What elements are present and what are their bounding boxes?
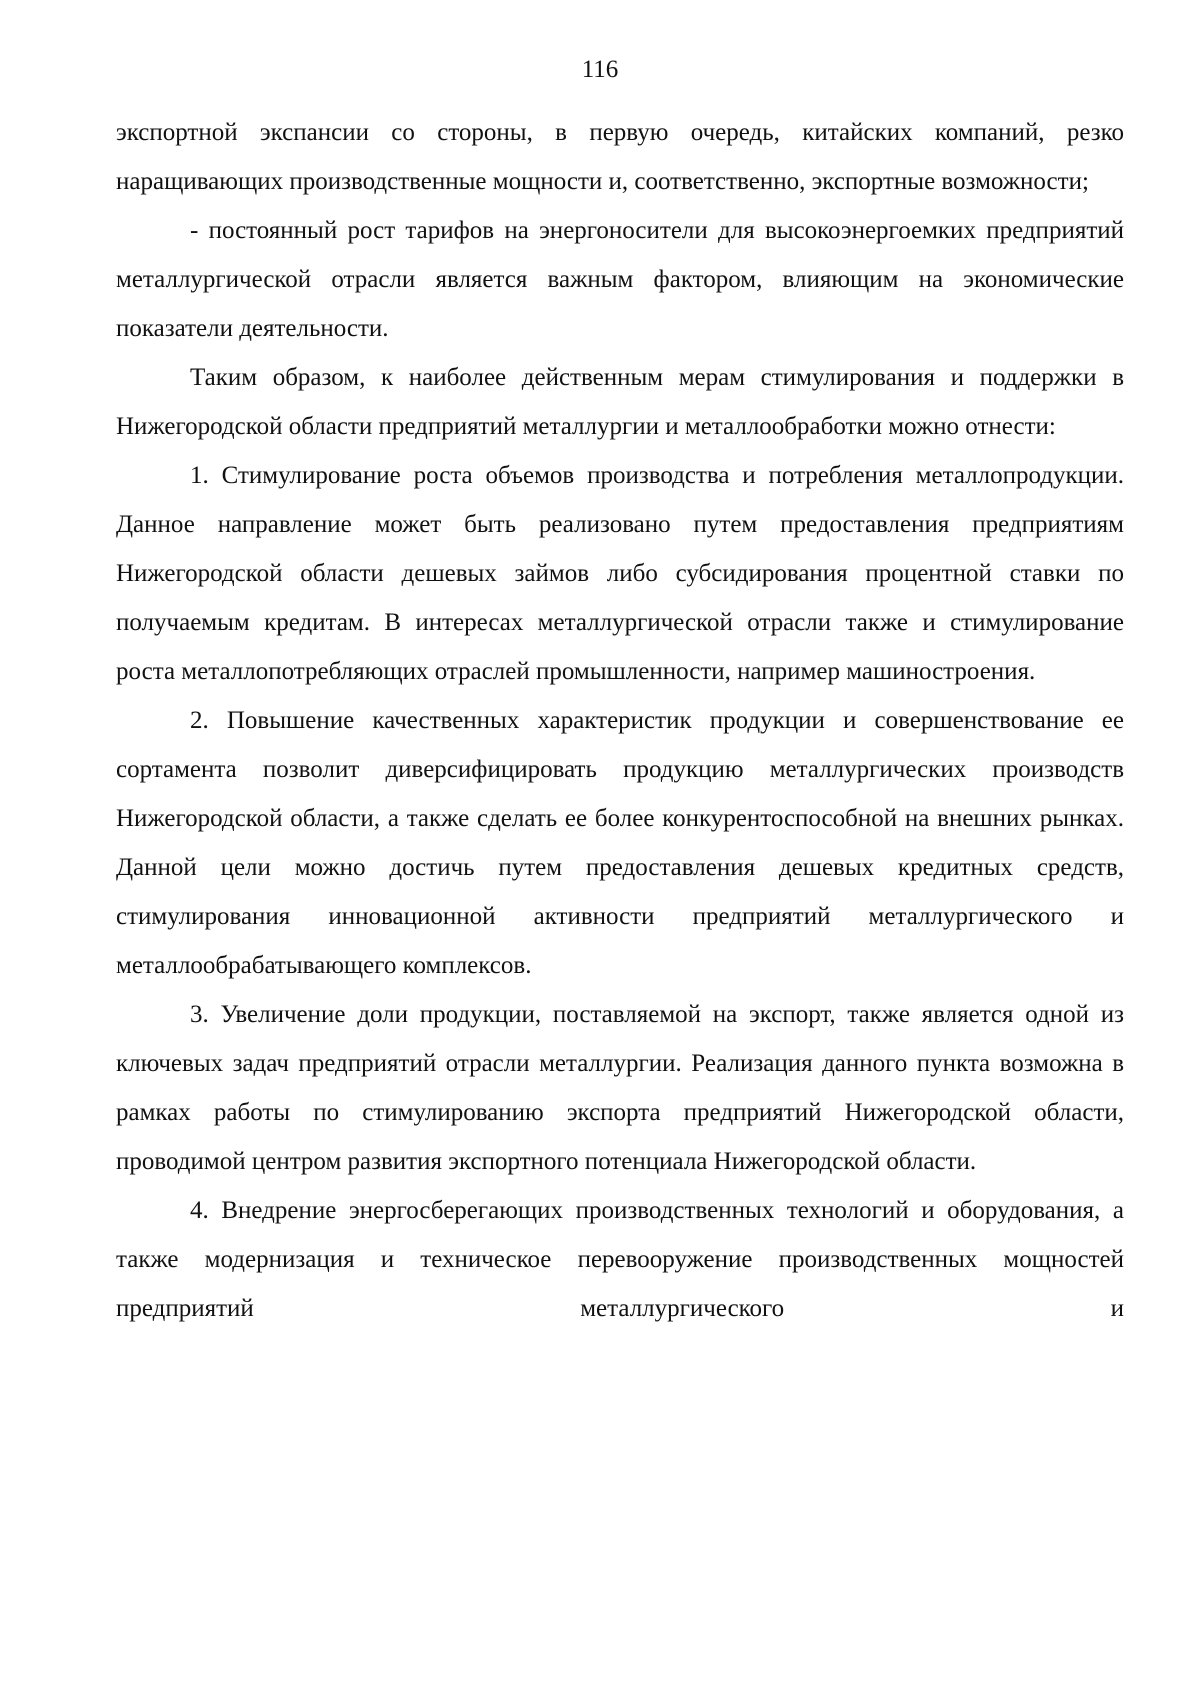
document-body [116,108,1124,1333]
paragraph-export-expansion: экспортной экспансии со стороны, в первую очередь, китайских компаний, резко наращивающих производственные мощности и, соответственно, экспортные возможности; [116,119,1124,195]
paragraph-support-measures-intro: Таким образом, к наиболее действенным мерам стимулирования и поддержки в Нижегородской области предприятий металлургии и металлообработки можно отнести: [116,364,1124,440]
page-number: 116 [581,56,619,83]
paragraph-measure-3: 3. Увеличение доли продукции, поставляемой на экспорт, также является одной из ключевых задач предприятий отрасли металлургии. Реализация данного пункта возможна в рамках работы по стимулированию экспорта предприятий Нижегородской области, проводимой центром развития экспортного потенциала Нижегородской области. [116,1001,1124,1175]
paragraph-measure-2: 2. Повышение качественных характеристик продукции и совершенствование ее сортамента позволит диверсифицировать продукцию металлургических производств Нижегородской области, а также сделать ее более конкурентоспособной на внешних рынках. Данной цели можно достичь путем предоставления дешевых кредитных средств, стимулирования инновационной активности предприятий металлургического и металлообрабатывающего комплексов. [116,707,1124,979]
paragraph-measure-1: 1. Стимулирование роста объемов производства и потребления металлопродукции. Данное направление может быть реализовано путем предоставления предприятиям Нижегородской области дешевых займов либо субсидирования процентной ставки по получаемым кредитам. В интересах металлургической отрасли также и стимулирование роста металлопотребляющих отраслей промышленности, например машиностроения. [116,462,1124,685]
paragraph-energy-tariffs: - постоянный рост тарифов на энергоносители для высокоэнергоемких предприятий металлургической отрасли является важным фактором, влияющим на экономические показатели деятельности. [116,217,1124,342]
paragraph-measure-4: 4. Внедрение энергосберегающих производственных технологий и оборудования, а также модернизация и техническое перевооружение производственных мощностей предприятий металлургического и [116,1197,1124,1322]
